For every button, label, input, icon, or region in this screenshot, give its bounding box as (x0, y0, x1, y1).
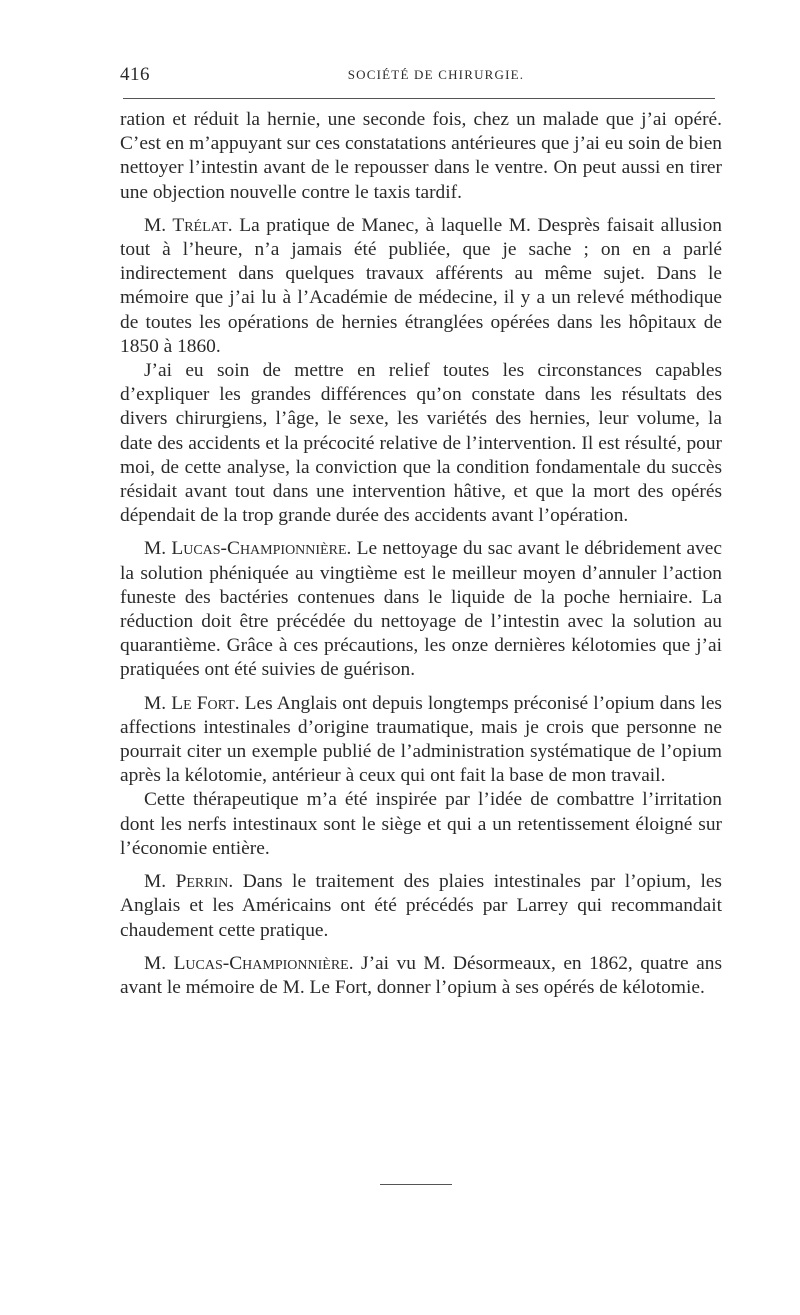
paragraph-lucas-championniere-2 (120, 952, 722, 1000)
speaker-name: M. Le Fort. (144, 692, 240, 714)
paragraph-lucas-championniere (120, 537, 722, 682)
header-rule (123, 98, 715, 99)
speaker-name: M. Perrin. (144, 871, 234, 893)
speaker-name: M. Trélat. (144, 214, 233, 236)
speaker-name: M. Lucas-Championnière. (144, 952, 354, 974)
paragraph-le-fort-continued (120, 788, 722, 861)
section-end-rule (380, 1184, 452, 1185)
paragraph-trelat (120, 214, 722, 359)
speaker-name: M. Lucas-Championnière. (144, 538, 352, 560)
paragraph-text: Les Anglais ont depuis longtemps préconisé l’opium dans les affections intestinales d’origine traumatique, mais je crois que personne ne pourrait citer un exemple publié de l’administration systématique de l’opium après la kélotomie, antérieur à ceux qui ont fait la base de mon travail. (120, 692, 722, 787)
paragraph-text: La pratique de Manec, à laquelle M. Desprès faisait allusion tout à l’heure, n’a jamais été publiée, que je sache ; on en a parlé indirectement dans quelques travaux afférents au même sujet. Dans le mémoire que j’ai lu à l’Académie de médecine, il y a un relevé méthodique de toutes les opérations de hernies étranglées opérées dans les hôpitaux de 1850 à 1860. (120, 214, 722, 357)
body-text (120, 108, 722, 1000)
paragraph-perrin (120, 870, 722, 943)
page-header (120, 64, 722, 90)
paragraph-text: ration et réduit la hernie, une seconde fois, chez un malade que j’ai opéré. C’est en m’appuyant sur ces constatations antérieures que j’ai eu soin de bien nettoyer l’intestin avant de le repousser dans le ventre. On peut aussi en tirer une objection nouvelle contre le taxis tardif. (120, 109, 722, 203)
paragraph-text: Dans le traitement des plaies intestinales par l’opium, les Anglais et les Américains ont été précédés par Larrey qui recommandait chaudement cette pratique. (120, 871, 722, 941)
paragraph-trelat-continued (120, 359, 722, 528)
paragraph-text: J’ai eu soin de mettre en relief toutes les circonstances capables d’expliquer les grandes différences qu’on constate dans les résultats des divers chirurgiens, l’âge, le sexe, les variétés des hernies, leur volume, la date des accidents et la précocité relative de l’intervention. Il est résulté, pour moi, de cette analyse, la conviction que la condition fondamentale du succès résidait avant tout dans une intervention hâtive, et que la mort des opérés dépendait de la trop grande durée des accidents avant l’opération. (120, 360, 722, 527)
paragraph-text: Cette thérapeutique m’a été inspirée par l’idée de combattre l’irritation dont les nerfs intestinaux sont le siège et qui a un retentissement éloigné sur l’économie entière. (120, 789, 722, 859)
paragraph-text: Le nettoyage du sac avant le débridement avec la solution phéniquée au vingtième est le meilleur moyen d’annuler l’action funeste des bactéries contenues dans le liquide de la poche herniaire. La réduction doit être précédée du nettoyage de l’intestin avec la solution au quarantième. Grâce à ces précautions, les onze dernières kélotomies que j’ai pratiquées ont été suivies de guérison. (120, 538, 722, 681)
paragraph-le-fort (120, 692, 722, 789)
paragraph-text: J’ai vu M. Désormeaux, en 1862, quatre ans avant le mémoire de M. Le Fort, donner l’opium à ses opérés de kélotomie. (120, 952, 723, 998)
page-number: 416 (120, 64, 150, 85)
running-title: SOCIÉTÉ DE CHIRURGIE. (347, 67, 525, 82)
paragraph-continuation (120, 108, 722, 205)
